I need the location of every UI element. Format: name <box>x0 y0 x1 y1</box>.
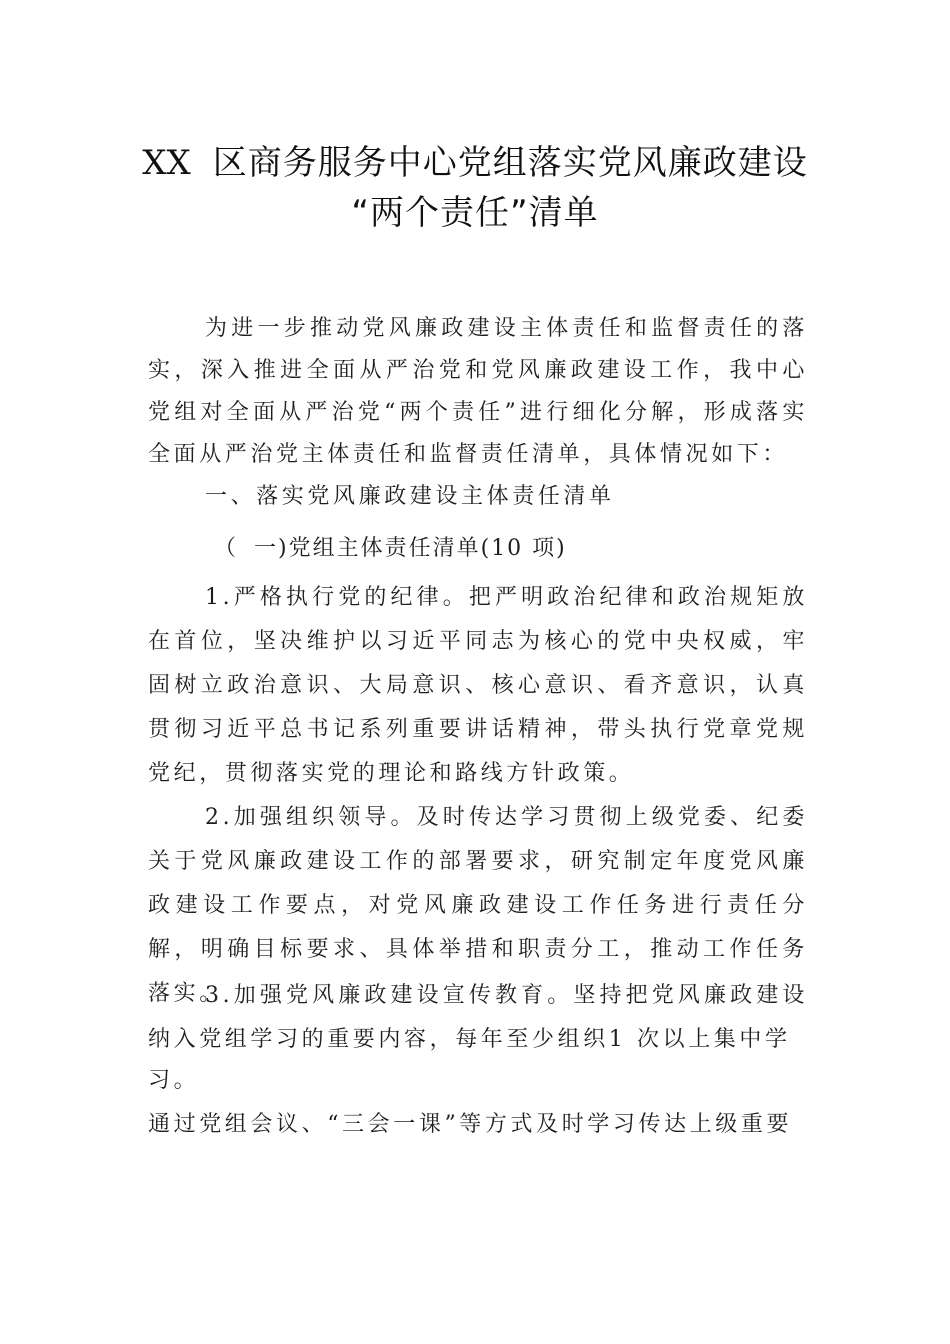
item-3-next-line: 通过党组会议、“三会一课”等方式及时学习传达上级重要 <box>148 1112 793 1137</box>
subsection-heading-block <box>148 528 808 570</box>
list-item: 3.加强党风廉政建设宣传教育。坚持把党风廉政建设纳入党组学习的重要内容，每年至少组织1 次以上集中学 <box>148 983 808 1052</box>
item-3-next-line-block <box>148 1104 808 1146</box>
item-1-block <box>148 576 808 796</box>
document-title-line-1 <box>0 138 950 188</box>
title-placeholder-tag: XX <box>142 143 191 183</box>
item-3-continuation: 习。 <box>148 1068 200 1093</box>
list-item: 2.加强组织领导。及时传达学习贯彻上级党委、纪委关于党风廉政建设工作的部署要求，研究制定年度党风廉政建设工作要点，对党风廉政建设工作任务进行责任分解，明确目标要求、具体举措和职责分工，推动工作任务落实。 <box>148 805 808 1006</box>
intro-paragraph-block <box>148 308 808 476</box>
item-3-block <box>148 974 808 1062</box>
section-heading-block <box>148 476 808 518</box>
subsection-open-paren: （ <box>214 536 239 561</box>
document-title-line-2: “两个责任”清单 <box>351 193 599 233</box>
item-3-continuation-block <box>148 1060 808 1102</box>
section-heading: 一、落实党风廉政建设主体责任清单 <box>205 484 615 509</box>
intro-paragraph: 为进一步推动党风廉政建设主体责任和监督责任的落实，深入推进全面从严治党和党风廉政建设工作，我中心党组对全面从严治党“两个责任”进行细化分解，形成落实全面从严治党主体责任和监督责任清单，具体情况如下： <box>148 316 808 467</box>
subsection-heading <box>148 528 808 570</box>
title-text-line-1: 区商务服务中心党组落实党风廉政建设 <box>212 143 808 183</box>
subsection-heading-text: 一)党组主体责任清单(10 项) <box>254 536 567 561</box>
list-item: 1.严格执行党的纪律。把严明政治纪律和政治规矩放在首位，坚决维护以习近平同志为核心的党中央权威，牢固树立政治意识、大局意识、核心意识、看齐意识，认真贯彻习近平总书记系列重要讲话精神，带头执行党章党规党纪，贯彻落实党的理论和路线方针政策。 <box>148 585 808 786</box>
